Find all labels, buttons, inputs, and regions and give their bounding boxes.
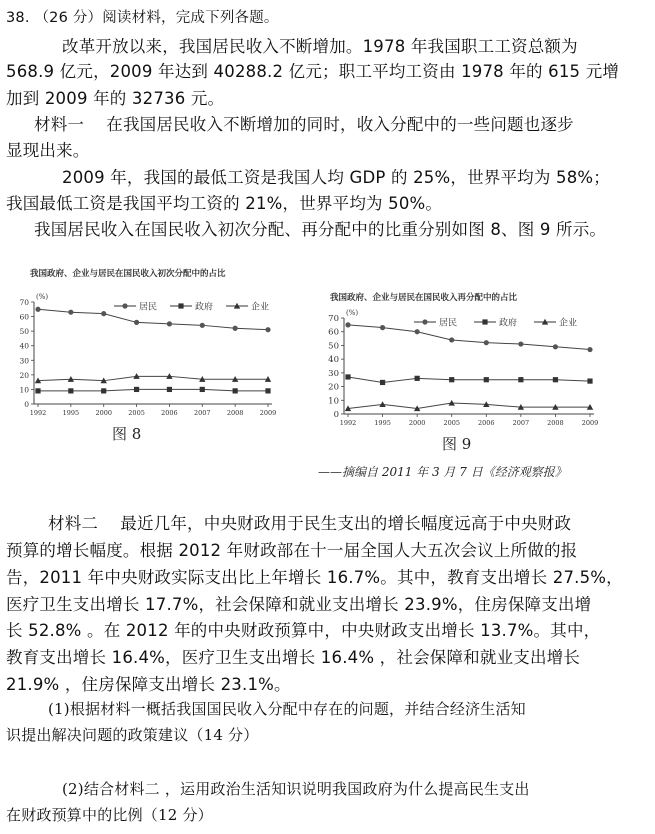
data-point (167, 387, 172, 392)
data-point (587, 347, 592, 352)
chart-title: 我国政府、企业与居民在国民收入再分配中的占比 (330, 293, 518, 303)
data-point (345, 322, 350, 327)
y-tick-label: 20 (328, 382, 339, 393)
y-tick-label: 50 (328, 341, 339, 352)
question-1-line-1: (1)根据材料一概括我国国民收入分配中存在的问题，并结合经济生活知 (48, 700, 526, 718)
data-point (415, 329, 420, 334)
legend-label: 企业 (251, 302, 270, 313)
y-tick-label: 0 (333, 410, 339, 420)
data-point (200, 323, 205, 328)
figure-9-chart (322, 278, 622, 446)
x-tick-label: 2006 (161, 409, 178, 417)
data-point (101, 388, 106, 393)
x-tick-label: 2005 (443, 419, 460, 427)
data-point (553, 344, 558, 349)
data-point (233, 388, 238, 393)
legend-label: 企业 (559, 318, 578, 329)
material1-line-4: 我国最低工资是我国平均工资的 21%，世界平均为 50%。 (6, 194, 443, 213)
source-note: ——摘编自 2011 年 3 月 7 日《经济观察报》 (318, 465, 567, 479)
question-2-line-2: 在财政预算中的比例（12 分） (6, 806, 213, 824)
y-tick-label: 30 (19, 356, 29, 366)
data-point (380, 325, 385, 330)
material1-line-1: 材料一 在我国居民收入不断增加的同时，收入分配中的一些问题也逐步 (34, 115, 574, 134)
material1-line-3: 2009 年，我国的最低工资是我国人均 GDP 的 25%，世界平均为 58%； (62, 168, 611, 187)
y-tick-label: 70 (328, 314, 339, 324)
y-tick-label: 10 (19, 385, 29, 395)
data-point (449, 377, 454, 382)
material2-line-2: 预算的增长幅度。根据 2012 年财政部在十一届全国人大五次会议上所做的报 (6, 541, 578, 560)
data-point (265, 327, 270, 332)
data-point (101, 311, 106, 316)
material2-line-6: 教育支出增长 16.4%，医疗卫生支出增长 16.4% ，社会保障和就业支出增长 (6, 648, 581, 667)
x-tick-label: 2008 (226, 409, 244, 417)
material1-line-5: 我国居民收入在国民收入初次分配、再分配中的比重分别如图 8、图 9 所示。 (34, 220, 607, 239)
figure-9-caption: 图 9 (442, 435, 472, 453)
material2-line-3: 告，2011 年中央财政实际支出比上年增长 16.7%。其中，教育支出增长 27.5%， (6, 568, 623, 587)
x-tick-label: 2008 (547, 419, 564, 427)
data-point (553, 377, 558, 382)
x-tick-label: 2009 (581, 419, 599, 427)
y-tick-label: 20 (19, 370, 29, 380)
x-tick-label: 1992 (29, 409, 47, 417)
y-tick-label: 40 (328, 355, 339, 366)
x-tick-label: 1995 (374, 419, 391, 427)
legend-marker (482, 319, 487, 324)
figure-8-caption: 图 8 (112, 425, 142, 443)
question-header: 38. （26 分）阅读材料，完成下列各题。 (6, 10, 279, 26)
material2-line-5: 长 52.8% 。在 2012 年的中央财政预算中，中央财政支出增长 13.7%。其中， (6, 621, 601, 640)
material2-line-4: 医疗卫生支出增长 17.7%，社会保障和就业支出增长 23.9%，住房保障支出增 (6, 595, 592, 614)
y-tick-label: 40 (19, 341, 29, 351)
legend-marker (178, 303, 183, 308)
y-tick-label: 10 (328, 396, 339, 407)
data-point (380, 380, 385, 385)
data-point (518, 377, 523, 382)
x-tick-label: 2007 (194, 409, 211, 417)
legend-label: 居民 (439, 318, 458, 329)
x-tick-label: 1992 (339, 419, 357, 427)
material2-line-7: 21.9% ，住房保障支出增长 23.1%。 (6, 675, 291, 694)
x-tick-label: 2006 (478, 419, 495, 427)
chart-title: 我国政府、企业与居民在国民收入初次分配中的占比 (30, 269, 226, 279)
data-point (265, 388, 270, 393)
data-point (68, 310, 73, 315)
data-point (134, 387, 139, 392)
y-tick-label: 50 (19, 327, 29, 337)
y-unit-label: (%) (36, 293, 49, 301)
data-point (484, 340, 489, 345)
legend-label: 政府 (195, 302, 214, 313)
material1-line-2: 显现出来。 (6, 141, 90, 160)
x-tick-label: 2007 (512, 419, 530, 427)
x-tick-label: 1995 (62, 409, 80, 417)
data-point (167, 321, 172, 326)
data-point (484, 377, 489, 382)
data-point (134, 320, 139, 325)
figure-8-chart (4, 262, 294, 440)
material2-line-1: 材料二 最近几年，中央财政用于民生支出的增长幅度远高于中央财政 (48, 514, 572, 533)
intro-line-3: 加到 2009 年的 32736 元。 (6, 89, 225, 108)
intro-line-2: 568.9 亿元，2009 年达到 40288.2 亿元；职工平均工资由 1978 年的 615 元增 (6, 62, 620, 81)
intro-line-1: 改革开放以来，我国居民收入不断增加。1978 年我国职工工资总额为 (62, 37, 578, 56)
data-point (35, 307, 40, 312)
data-point (379, 401, 385, 407)
data-point (200, 387, 205, 392)
y-tick-label: 30 (328, 368, 339, 379)
data-point (415, 376, 420, 381)
data-point (233, 326, 238, 331)
data-point (345, 374, 350, 379)
data-point (518, 341, 523, 346)
x-tick-label: 2000 (408, 419, 426, 427)
x-tick-label: 2005 (128, 409, 145, 417)
legend-label: 政府 (499, 318, 518, 329)
data-point (35, 388, 40, 393)
data-point (68, 388, 73, 393)
question-2-line-1: (2)结合材料二 ，运用政治生活知识说明我国政府为什么提高民生支出 (62, 780, 530, 798)
legend-marker (122, 303, 127, 308)
legend-label: 居民 (139, 302, 158, 313)
question-1-line-2: 识提出解决问题的政策建议（14 分） (6, 726, 259, 744)
data-point (449, 337, 454, 342)
legend-marker (422, 319, 427, 324)
y-tick-label: 60 (328, 327, 339, 338)
y-tick-label: 70 (19, 298, 29, 307)
y-tick-label: 0 (24, 400, 29, 409)
x-tick-label: 2000 (95, 409, 112, 417)
y-unit-label: (%) (346, 309, 359, 317)
y-tick-label: 60 (19, 312, 29, 322)
x-tick-label: 2009 (259, 409, 277, 417)
data-point (587, 378, 592, 383)
